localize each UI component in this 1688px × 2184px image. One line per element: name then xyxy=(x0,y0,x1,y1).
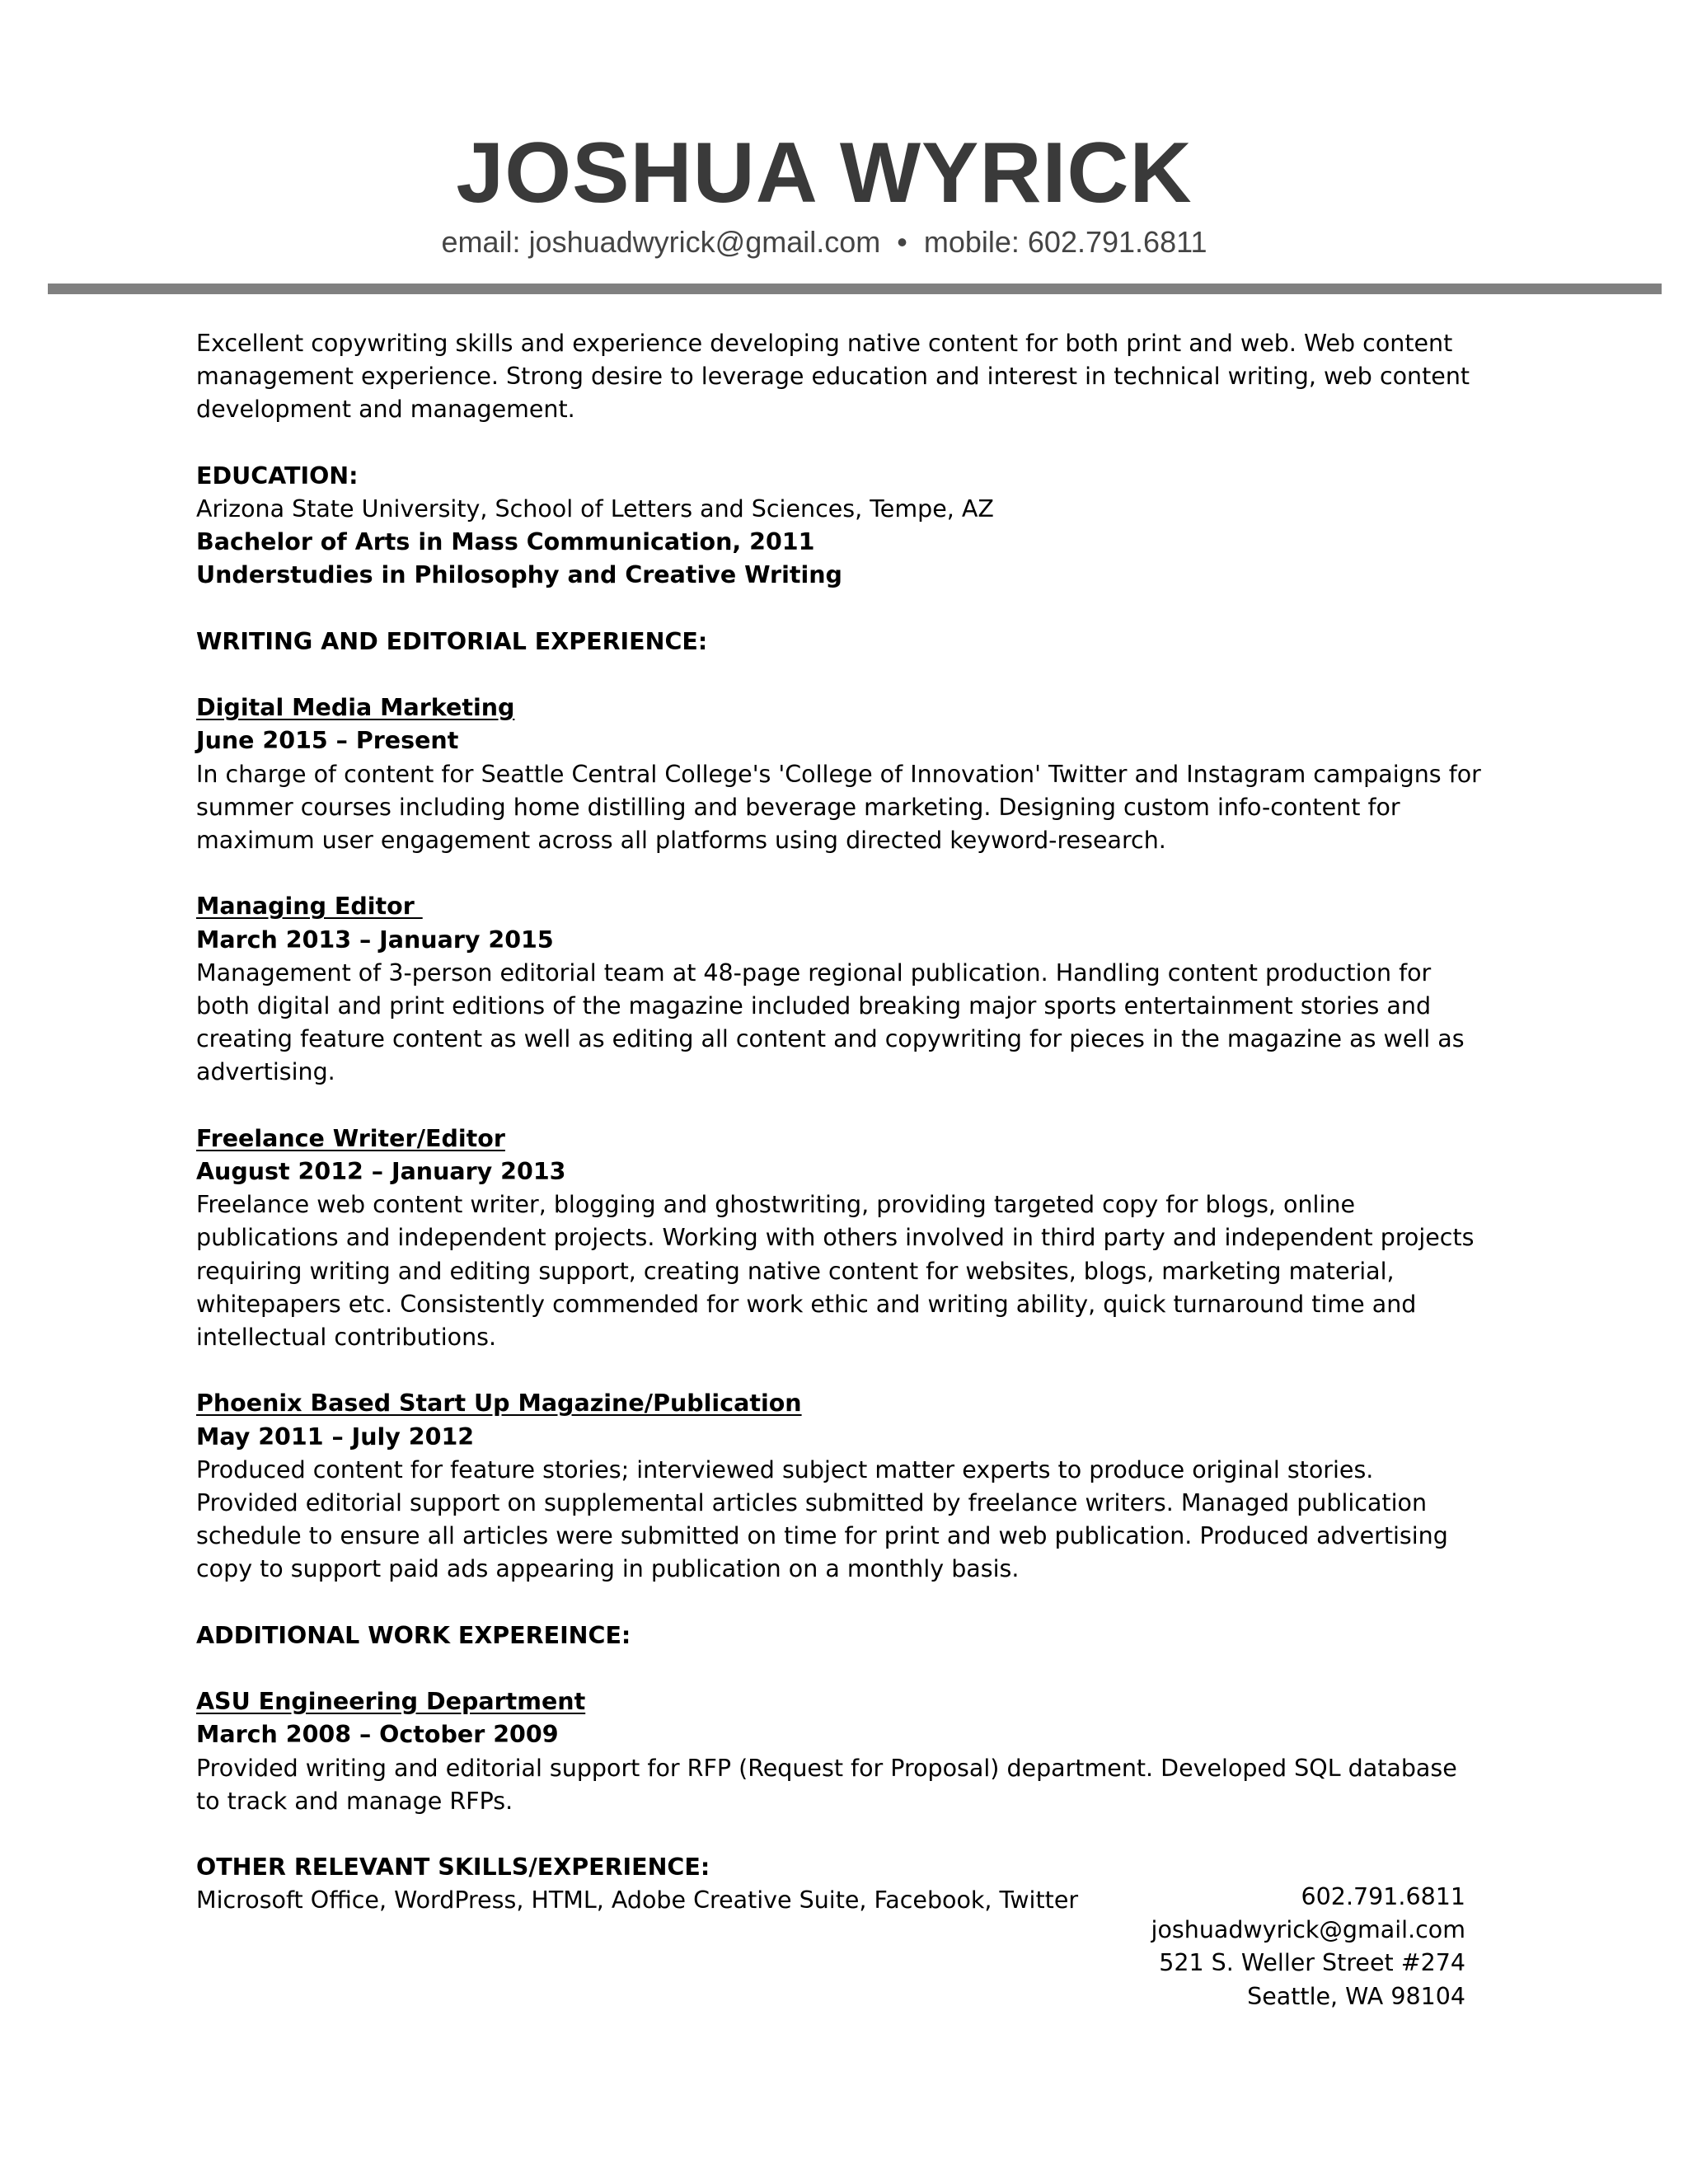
education-degree: Bachelor of Arts in Mass Communication, 2011 xyxy=(196,528,815,556)
additional-experience-heading: ADDITIONAL WORK EXPEREINCE: xyxy=(196,1621,631,1649)
address-street: 521 S. Weller Street #274 xyxy=(1159,1949,1465,1977)
header-divider xyxy=(48,284,1662,294)
header-mobile: mobile: 602.791.6811 xyxy=(923,225,1207,259)
header-email: email: joshuadwyrick@gmail.com xyxy=(441,225,881,259)
job-description: In charge of content for Seattle Central College's 'College of Innovation' Twitter and Instagram campaigns for summer courses including home distilling and beverage marketing. Designing custom info-content for maximum user engagement across all platforms using directed keyword-research. xyxy=(196,760,1481,854)
resume-name: JOSHUA WYRICK xyxy=(456,125,1193,221)
skills-list: Microsoft Office, WordPress, HTML, Adobe Creative Suite, Facebook, Twitter xyxy=(196,1886,1079,1915)
resume-body xyxy=(196,327,1482,1918)
job-title: Managing Editor xyxy=(196,893,423,921)
spacer xyxy=(196,1652,1482,1685)
spacer xyxy=(196,658,1482,691)
address-email: joshuadwyrick@gmail.com xyxy=(1151,1916,1465,1944)
job-dates: March 2013 – January 2015 xyxy=(196,926,554,954)
header-contact-line xyxy=(0,224,1648,260)
spacer xyxy=(196,427,1482,460)
education-heading: EDUCATION: xyxy=(196,462,359,490)
job-title: Digital Media Marketing xyxy=(196,694,515,722)
job-dates: June 2015 – Present xyxy=(196,727,459,755)
job-dates: August 2012 – January 2013 xyxy=(196,1158,566,1185)
summary-paragraph: Excellent copywriting skills and experience developing native content for both print and web. Web content management experience. Strong desire to leverage education and interest in technical writing, web content development and management. xyxy=(196,330,1470,424)
spacer xyxy=(196,1586,1482,1619)
job-description: Provided writing and editorial support for RFP (Request for Proposal) department. Developed SQL database to track and manage RFPs. xyxy=(196,1754,1457,1815)
job-description: Produced content for feature stories; interviewed subject matter experts to produce original stories. Provided editorial support on supplemental articles submitted by freelance writers. Managed publication schedule to ensure all articles were submitted on time for print and web publication. Produced advertising copy to support paid ads appearing in publication on a monthly basis. xyxy=(196,1455,1448,1583)
spacer xyxy=(196,1090,1482,1122)
header-bullet: • xyxy=(897,225,907,259)
spacer xyxy=(196,593,1482,626)
spacer xyxy=(196,1354,1482,1387)
job-description: Management of 3-person editorial team at 48-page regional publication. Handling content production for both digital and print editions of the magazine included breaking major sports entertainment stories and creating feature content as well as editing all content and copywriting for pieces in the magazine as well as advertising. xyxy=(196,958,1465,1086)
address-block xyxy=(907,1881,1465,2013)
job-entry-digital-media xyxy=(196,691,1482,857)
address-city: Seattle, WA 98104 xyxy=(1247,1982,1465,2010)
job-description: Freelance web content writer, blogging and ghostwriting, providing targeted copy for blogs, online publications and independent projects. Working with others involved in third party and independent projects requiring writing and editing support, creating native content for websites, blogs, marketing material, whitepapers etc. Consistently commended for work ethic and writing ability, quick turnaround time and intellectual contributions. xyxy=(196,1191,1475,1352)
job-title: Phoenix Based Start Up Magazine/Publication xyxy=(196,1390,802,1418)
job-dates: March 2008 – October 2009 xyxy=(196,1721,559,1749)
job-entry-managing-editor xyxy=(196,890,1482,1089)
writing-experience-heading: WRITING AND EDITORIAL EXPERIENCE: xyxy=(196,627,708,655)
spacer xyxy=(196,1818,1482,1851)
education-understudies: Understudies in Philosophy and Creative Writing xyxy=(196,561,842,589)
skills-heading: OTHER RELEVANT SKILLS/EXPERIENCE: xyxy=(196,1854,710,1882)
address-phone: 602.791.6811 xyxy=(1301,1883,1465,1910)
job-entry-phoenix-startup xyxy=(196,1387,1482,1586)
spacer xyxy=(196,857,1482,890)
job-title: ASU Engineering Department xyxy=(196,1688,586,1716)
job-entry-asu-engineering xyxy=(196,1685,1482,1818)
job-title: Freelance Writer/Editor xyxy=(196,1124,505,1152)
job-entry-freelance xyxy=(196,1122,1482,1354)
job-dates: May 2011 – July 2012 xyxy=(196,1422,475,1451)
education-school: Arizona State University, School of Letters and Sciences, Tempe, AZ xyxy=(196,495,994,523)
